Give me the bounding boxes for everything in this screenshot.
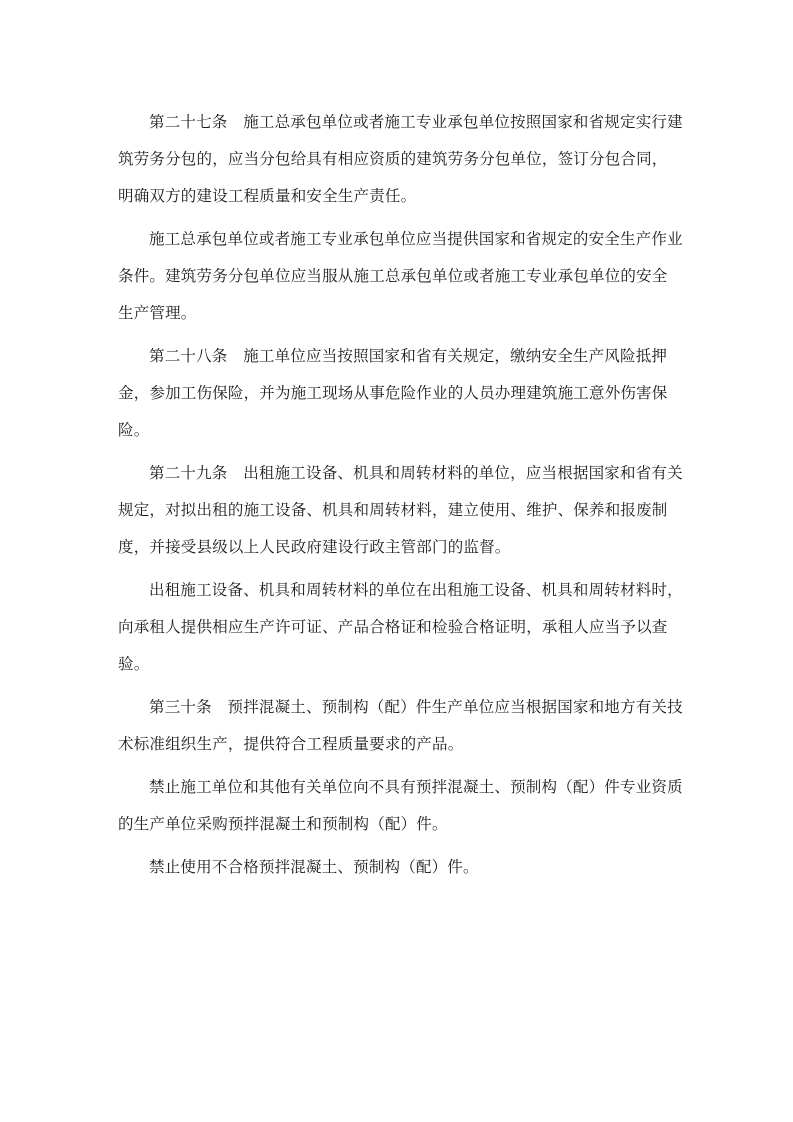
- article-29-paragraph: 第二十九条 出租施工设备、机具和周转材料的单位，应当根据国家和省有关规定，对拟出租的施工设备、机具和周转材料，建立使用、维护、保养和报废制度，并接受县级以上人民政府建设行政主管部门的监督。: [118, 464, 683, 556]
- article-28-paragraph: 第二十八条 施工单位应当按照国家和省有关规定，缴纳安全生产风险抵押金，参加工伤保险，并为施工现场从事危险作业的人员办理建筑施工意外伤害保险。: [118, 347, 668, 439]
- article-27-paragraph: 第二十七条 施工总承包单位或者施工专业承包单位按照国家和省规定实行建筑劳务分包的，应当分包给具有相应资质的建筑劳务分包单位，签订分包合同，明确双方的建设工程质量和安全生产责任。: [118, 113, 683, 205]
- document-body: [118, 104, 683, 892]
- article-27-subparagraph: 施工总承包单位或者施工专业承包单位应当提供国家和省规定的安全生产作业条件。建筑劳务分包单位应当服从施工总承包单位或者施工专业承包单位的安全生产管理。: [118, 230, 683, 322]
- article-30-paragraph: 第三十条 预拌混凝土、预制构（配）件生产单位应当根据国家和地方有关技术标准组织生产，提供符合工程质量要求的产品。: [118, 698, 683, 753]
- article-30-subparagraph-2: 禁止使用不合格预拌混凝土、预制构（配）件。: [149, 858, 479, 876]
- article-29-subparagraph: 出租施工设备、机具和周转材料的单位在出租施工设备、机具和周转材料时，向承租人提供相应生产许可证、产品合格证和检验合格证明，承租人应当予以查验。: [118, 581, 683, 673]
- article-30-subparagraph-1: 禁止施工单位和其他有关单位向不具有预拌混凝土、预制构（配）件专业资质的生产单位采购预拌混凝土和预制构（配）件。: [118, 778, 683, 833]
